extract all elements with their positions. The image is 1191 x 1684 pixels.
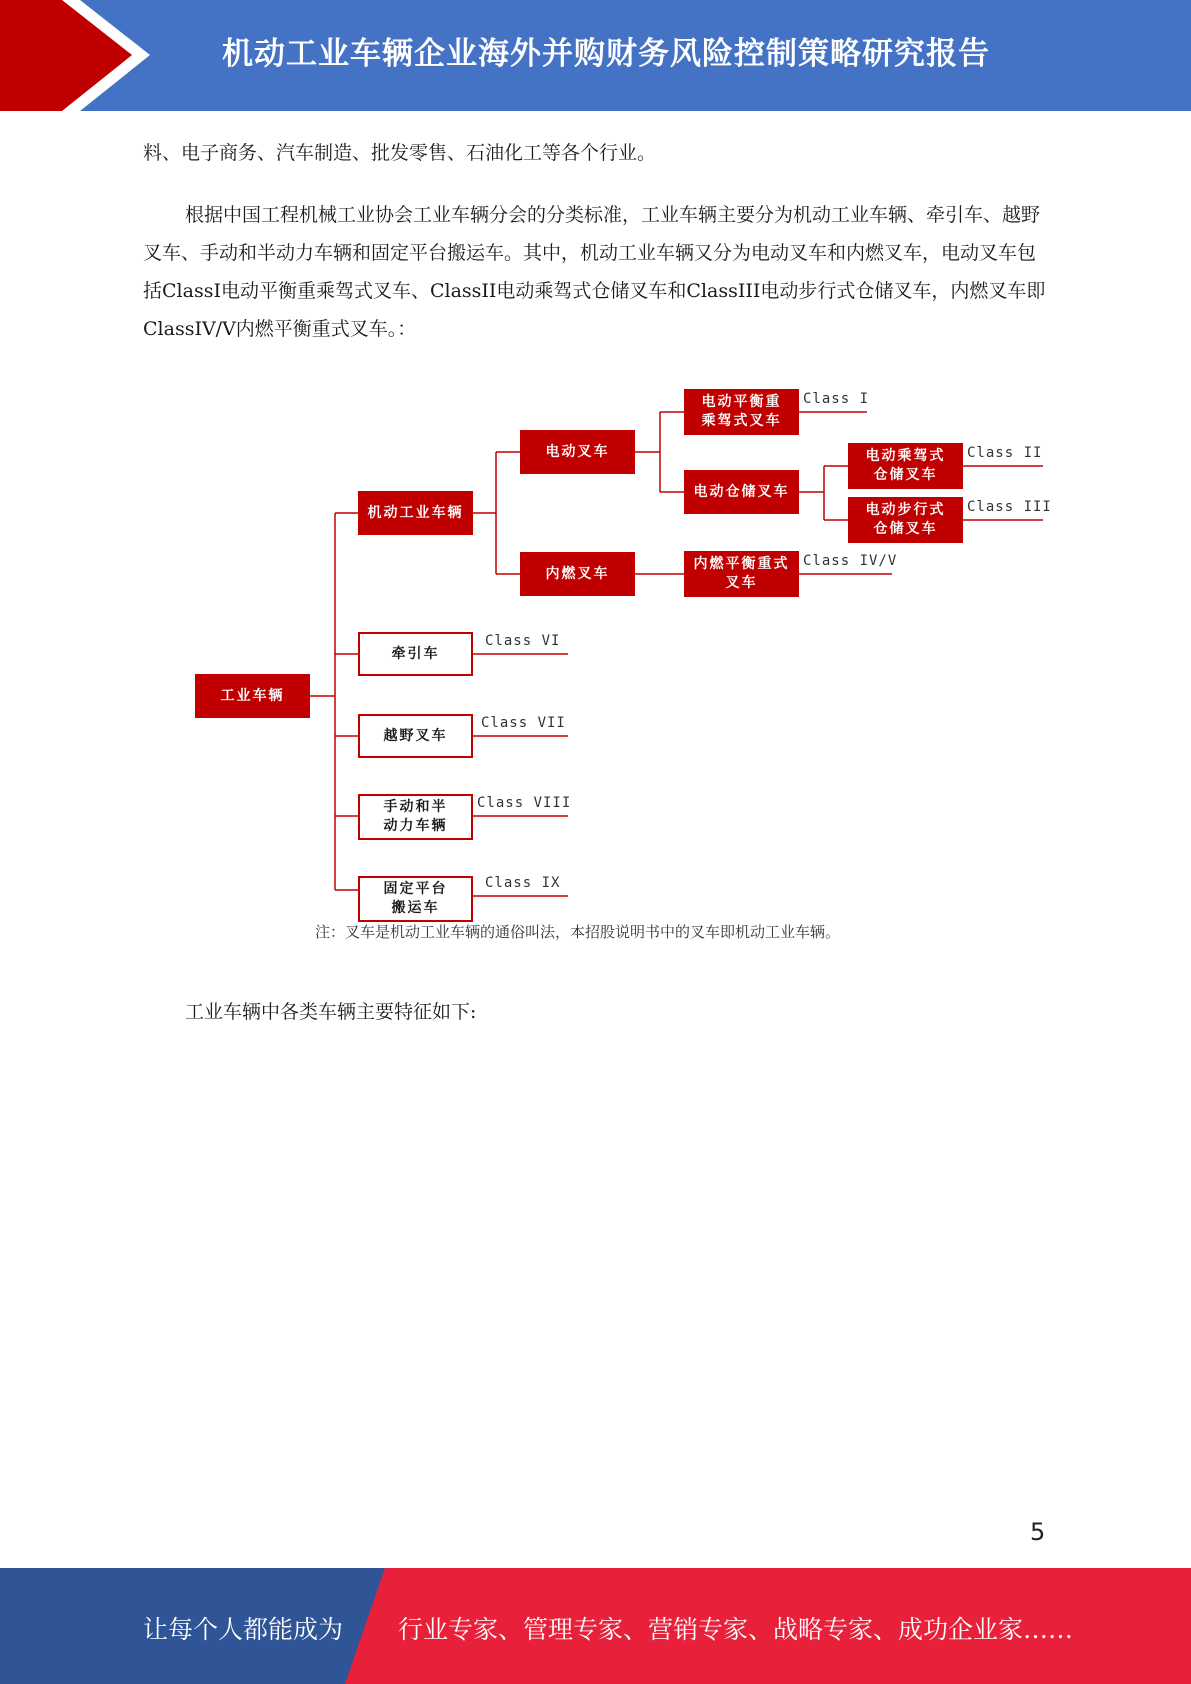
class-label-8: Class VIII	[477, 795, 572, 811]
node-fixed-platform-carrier: 固定平台 搬运车	[358, 876, 473, 922]
class-label-2: Class II	[967, 445, 1043, 461]
node-class45-combustion-counterbalance: 内燃平衡重式 叉车	[684, 551, 799, 597]
footer-slogan-left: 让每个人都能成为	[143, 1615, 344, 1644]
footer-slogan-right: 行业专家、管理专家、营销专家、战略专家、成功企业家……	[398, 1615, 1074, 1644]
header-title: 机动工业车辆企业海外并购财务风险控制策略研究报告	[222, 36, 990, 72]
node-tractor: 牵引车	[358, 632, 473, 676]
header-arrow-decoration	[0, 0, 160, 111]
node-class2-rider-warehouse: 电动乘驾式 仓储叉车	[848, 443, 963, 489]
class-label-7: Class VII	[481, 715, 566, 731]
class-label-45: Class IV/V	[803, 553, 898, 569]
page-header	[0, 0, 1191, 111]
class-label-3: Class III	[967, 499, 1052, 515]
node-class3-walkie-warehouse: 电动步行式 仓储叉车	[848, 497, 963, 543]
node-manual-semi-powered: 手动和半 动力车辆	[358, 794, 473, 840]
page-number: 5	[1030, 1518, 1046, 1546]
paragraph-features-intro: 工业车辆中各类车辆主要特征如下:	[185, 1001, 477, 1023]
industrial-vehicle-classification-diagram	[190, 380, 1070, 950]
paragraph-classification: 根据中国工程机械工业协会工业车辆分会的分类标准，工业车辆主要分为机动工业车辆、牵引车、越野叉车、手动和半动力车辆和固定平台搬运车。其中，机动工业车辆又分为电动叉车和内燃叉车，电动叉车包括ClassI电动平衡重乘驾式叉车、ClassII电动乘驾式仓储叉车和ClassIII电动步行式仓储叉车，内燃叉车即ClassIV/V内燃平衡重式叉车。：	[143, 204, 1046, 340]
node-electric-warehouse-forklift: 电动仓储叉车	[684, 470, 799, 514]
diagram-note: 注：叉车是机动工业车辆的通俗叫法，本招股说明书中的叉车即机动工业车辆。	[315, 923, 841, 941]
class-label-9: Class IX	[485, 875, 561, 891]
class-label-1: Class I	[803, 391, 870, 407]
class-label-6: Class VI	[485, 633, 561, 649]
node-class1-counterbalance: 电动平衡重 乘驾式叉车	[684, 389, 799, 435]
node-offroad-forklift: 越野叉车	[358, 714, 473, 758]
node-industrial-vehicle: 工业车辆	[195, 674, 310, 718]
page-footer	[0, 1568, 1191, 1684]
node-electric-forklift: 电动叉车	[520, 430, 635, 474]
node-combustion-forklift: 内燃叉车	[520, 552, 635, 596]
node-motor-industrial-vehicle: 机动工业车辆	[358, 491, 473, 535]
paragraph-industries: 料、电子商务、汽车制造、批发零售、石油化工等各个行业。	[143, 142, 657, 164]
